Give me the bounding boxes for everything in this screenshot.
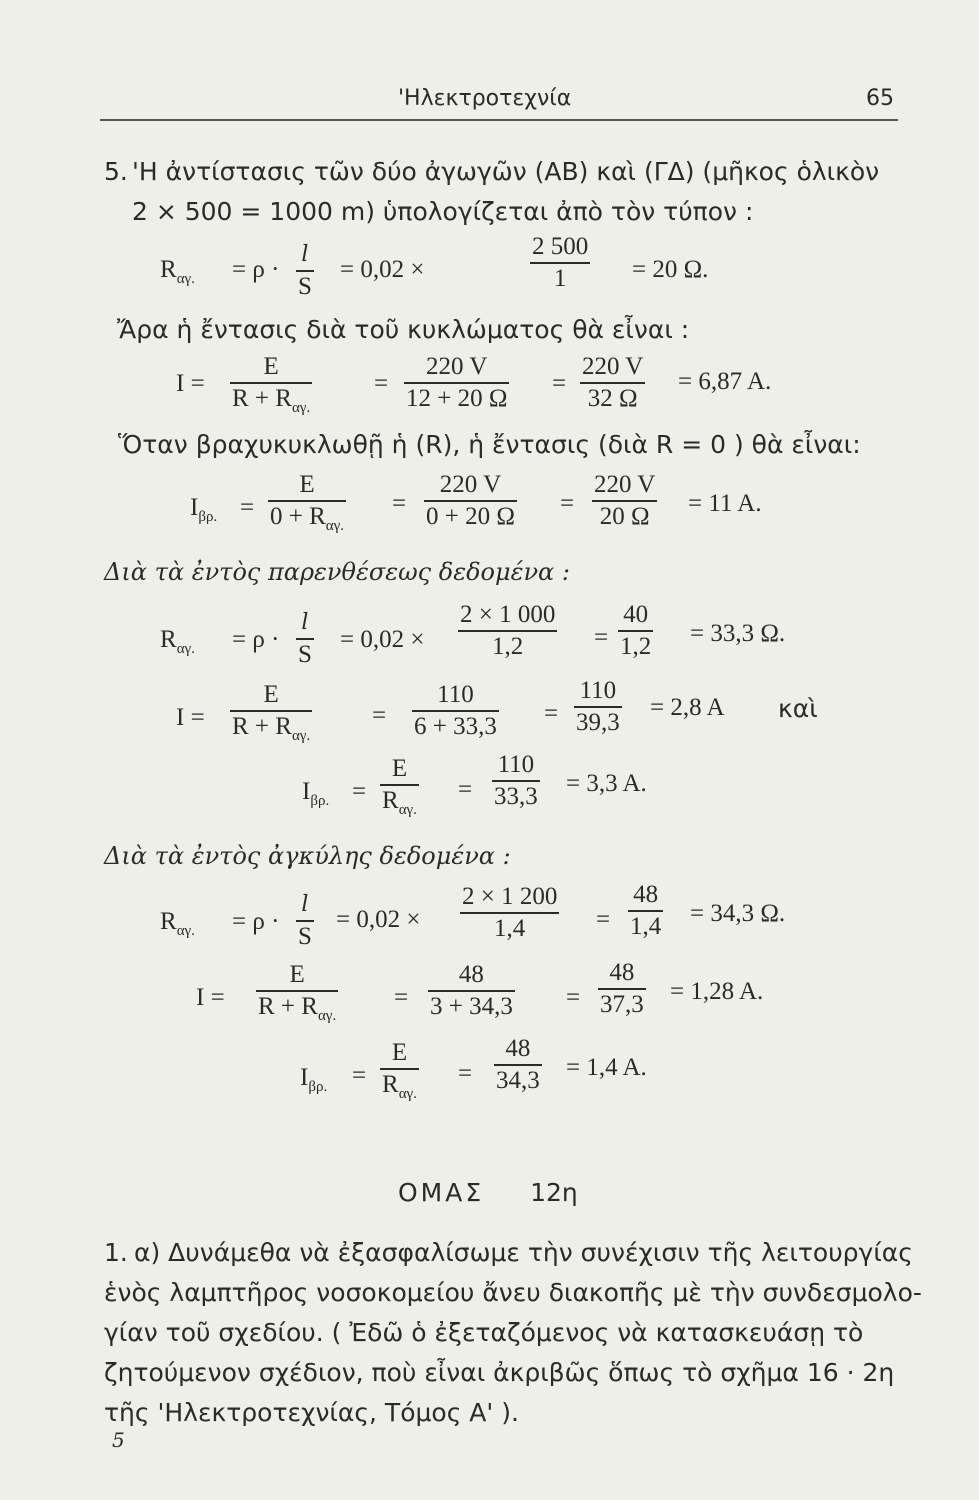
eq8-result: = 1,28 A. — [670, 978, 764, 1005]
eq5-and: καὶ — [778, 694, 818, 723]
eq1-fraction-l-over-s: l S — [298, 242, 312, 300]
eq6-fraction-1: E $R_{\alpha\gamma.}$ — [382, 755, 417, 818]
problem-1-line-1: α) Δυνάμεθα νὰ ἐξασφαλίσωμε τὴν συνέχισιν τῆς λειτουργίας — [134, 1238, 913, 1267]
eq5-fraction-2: 110 6 + 33,3 — [414, 681, 497, 740]
problem-5-line-3: Ἄρα ἡ ἔντασις διὰ τοῦ κυκλώματος θὰ εἶναι : — [117, 315, 690, 344]
eq9-eq-1: = — [458, 1060, 473, 1087]
eq7-mid: = 0,02 × — [336, 906, 421, 933]
eq2-lhs: I = — [176, 370, 205, 397]
eq6-result: = 3,3 A. — [566, 770, 647, 797]
running-header-title: 'Ηλεκτροτεχνία — [398, 86, 572, 111]
eq9-eq-0: = — [352, 1062, 367, 1089]
problem-5-line-1: 'Η ἀντίστασις τῶν δύο ἀγωγῶν (ΑΒ) καὶ (ΓΔ) (μῆκος ὁλικὸν — [132, 157, 880, 186]
eq5-fraction-1: E $R + R_{\alpha\gamma.}$ — [232, 681, 311, 744]
eq4-rho: = ρ · — [232, 626, 280, 653]
problem-5-line-4: Ὅταν βραχυκυκλωθῇ ἡ (R), ἡ ἔντασις (διὰ R = 0 ) θὰ εἶναι: — [118, 430, 861, 459]
eq8-lhs: I = — [196, 984, 225, 1011]
eq4-mid: = 0,02 × — [340, 626, 425, 653]
problem-1-line-4: ζητούμενον σχέδιον, ποὺ εἶναι ἀκριβῶς ὅπως τὸ σχῆμα 16 · 2η — [104, 1358, 895, 1387]
section-title: ΟΜΑΣ — [398, 1178, 485, 1207]
eq3-fraction-1: E $0 + R_{\alpha\gamma.}$ — [270, 471, 345, 534]
eq4-fraction-length: 2 × 1 000 1,2 — [460, 601, 556, 660]
problem-1-line-2: ἑνὸς λαμπτῆρος νοσοκομείου ἄνευ διακοπῆς μὲ τὴν συνδεσμολο- — [104, 1278, 922, 1307]
eq7-result: = 34,3 Ω. — [690, 900, 786, 927]
problem-1-number: 1. — [104, 1238, 128, 1267]
eq8-fraction-1: E $R + R_{\alpha\gamma.}$ — [258, 961, 337, 1024]
eq8-eq-1: = — [394, 984, 409, 1011]
eq4-result: = 33,3 Ω. — [690, 620, 786, 647]
eq2-fraction-3: 220 V 32 Ω — [582, 353, 644, 412]
signature-mark: 5 — [112, 1428, 125, 1452]
page-number: 65 — [866, 86, 894, 111]
eq7-lhs: $R_{\alpha\gamma.}$ — [160, 908, 195, 939]
eq7-fraction-2: 48 1,4 — [630, 881, 662, 940]
eq7-fraction-l-over-s: l S — [298, 892, 312, 950]
eq1-rho: = ρ · — [232, 256, 280, 283]
eq1-result: = 20 Ω. — [632, 256, 709, 283]
eq7-rho: = ρ · — [232, 908, 280, 935]
angle-data-heading: Διὰ τὰ ἐντὸς ἀγκύλης δεδομένα : — [104, 842, 511, 870]
eq3-lhs: $I_{\beta\rho.}$ — [190, 494, 218, 525]
eq2-eq-2: = — [552, 370, 567, 397]
eq4-lhs: $R_{\alpha\gamma.}$ — [160, 626, 195, 657]
eq6-eq-0: = — [352, 778, 367, 805]
problem-1-line-3: γίαν τοῦ σχεδίου. ( Ἐδῶ ὁ ἐξεταζόμενος νὰ κατασκευάσῃ τὸ — [104, 1318, 864, 1347]
eq6-fraction-2: 110 33,3 — [494, 751, 538, 810]
eq3-fraction-2: 220 V 0 + 20 Ω — [426, 471, 515, 530]
eq3-eq-0: = — [240, 494, 255, 521]
eq1-lhs: $R_{\alpha\gamma.}$ — [160, 256, 195, 287]
eq1-fraction-length: 2 500 1 — [532, 233, 589, 292]
eq4-fraction-l-over-s: l S — [298, 610, 312, 668]
eq1-mid: = 0,02 × — [340, 256, 425, 283]
problem-5-number: 5. — [104, 157, 128, 186]
problem-1-line-5: τῆς 'Ηλεκτροτεχνίας, Τόμος Α' ). — [104, 1398, 519, 1427]
section-heading — [398, 1178, 578, 1207]
eq6-eq-1: = — [458, 776, 473, 803]
eq5-lhs: I = — [176, 704, 205, 731]
eq9-fraction-1: E $R_{\alpha\gamma.}$ — [382, 1039, 417, 1102]
eq6-lhs: $I_{\beta\rho.}$ — [302, 778, 330, 809]
eq7-fraction-length: 2 × 1 200 1,4 — [462, 883, 558, 942]
eq3-eq-1: = — [392, 490, 407, 517]
problem-5-line-2: 2 × 500 = 1000 m) ὑπολογίζεται ἀπὸ τὸν τύπον : — [132, 197, 754, 226]
eq5-result: = 2,8 A — [650, 694, 725, 721]
eq5-fraction-3: 110 39,3 — [576, 677, 620, 736]
eq2-fraction-2: 220 V 12 + 20 Ω — [406, 353, 508, 412]
eq3-result: = 11 A. — [688, 490, 762, 517]
eq7-eq: = — [596, 906, 611, 933]
eq2-result: = 6,87 A. — [678, 368, 772, 395]
eq5-eq-2: = — [544, 700, 559, 727]
parallel-data-heading: Διὰ τὰ ἐντὸς παρενθέσεως δεδομένα : — [104, 558, 570, 586]
eq9-fraction-2: 48 34,3 — [496, 1035, 540, 1094]
header-rule — [100, 119, 898, 121]
eq2-fraction-1: E $R + R_{\alpha\gamma.}$ — [232, 353, 311, 416]
eq8-eq-2: = — [566, 984, 581, 1011]
eq8-fraction-2: 48 3 + 34,3 — [430, 961, 513, 1020]
eq9-lhs: $I_{\beta\rho.}$ — [300, 1064, 328, 1095]
eq3-eq-2: = — [560, 490, 575, 517]
section-number: 12η — [530, 1178, 578, 1207]
eq2-eq-1: = — [374, 370, 389, 397]
eq4-eq: = — [594, 624, 609, 651]
eq8-fraction-3: 48 37,3 — [600, 959, 644, 1018]
eq9-result: = 1,4 A. — [566, 1054, 647, 1081]
eq5-eq-1: = — [372, 702, 387, 729]
eq3-fraction-3: 220 V 20 Ω — [594, 471, 656, 530]
eq4-fraction-2: 40 1,2 — [620, 601, 652, 660]
